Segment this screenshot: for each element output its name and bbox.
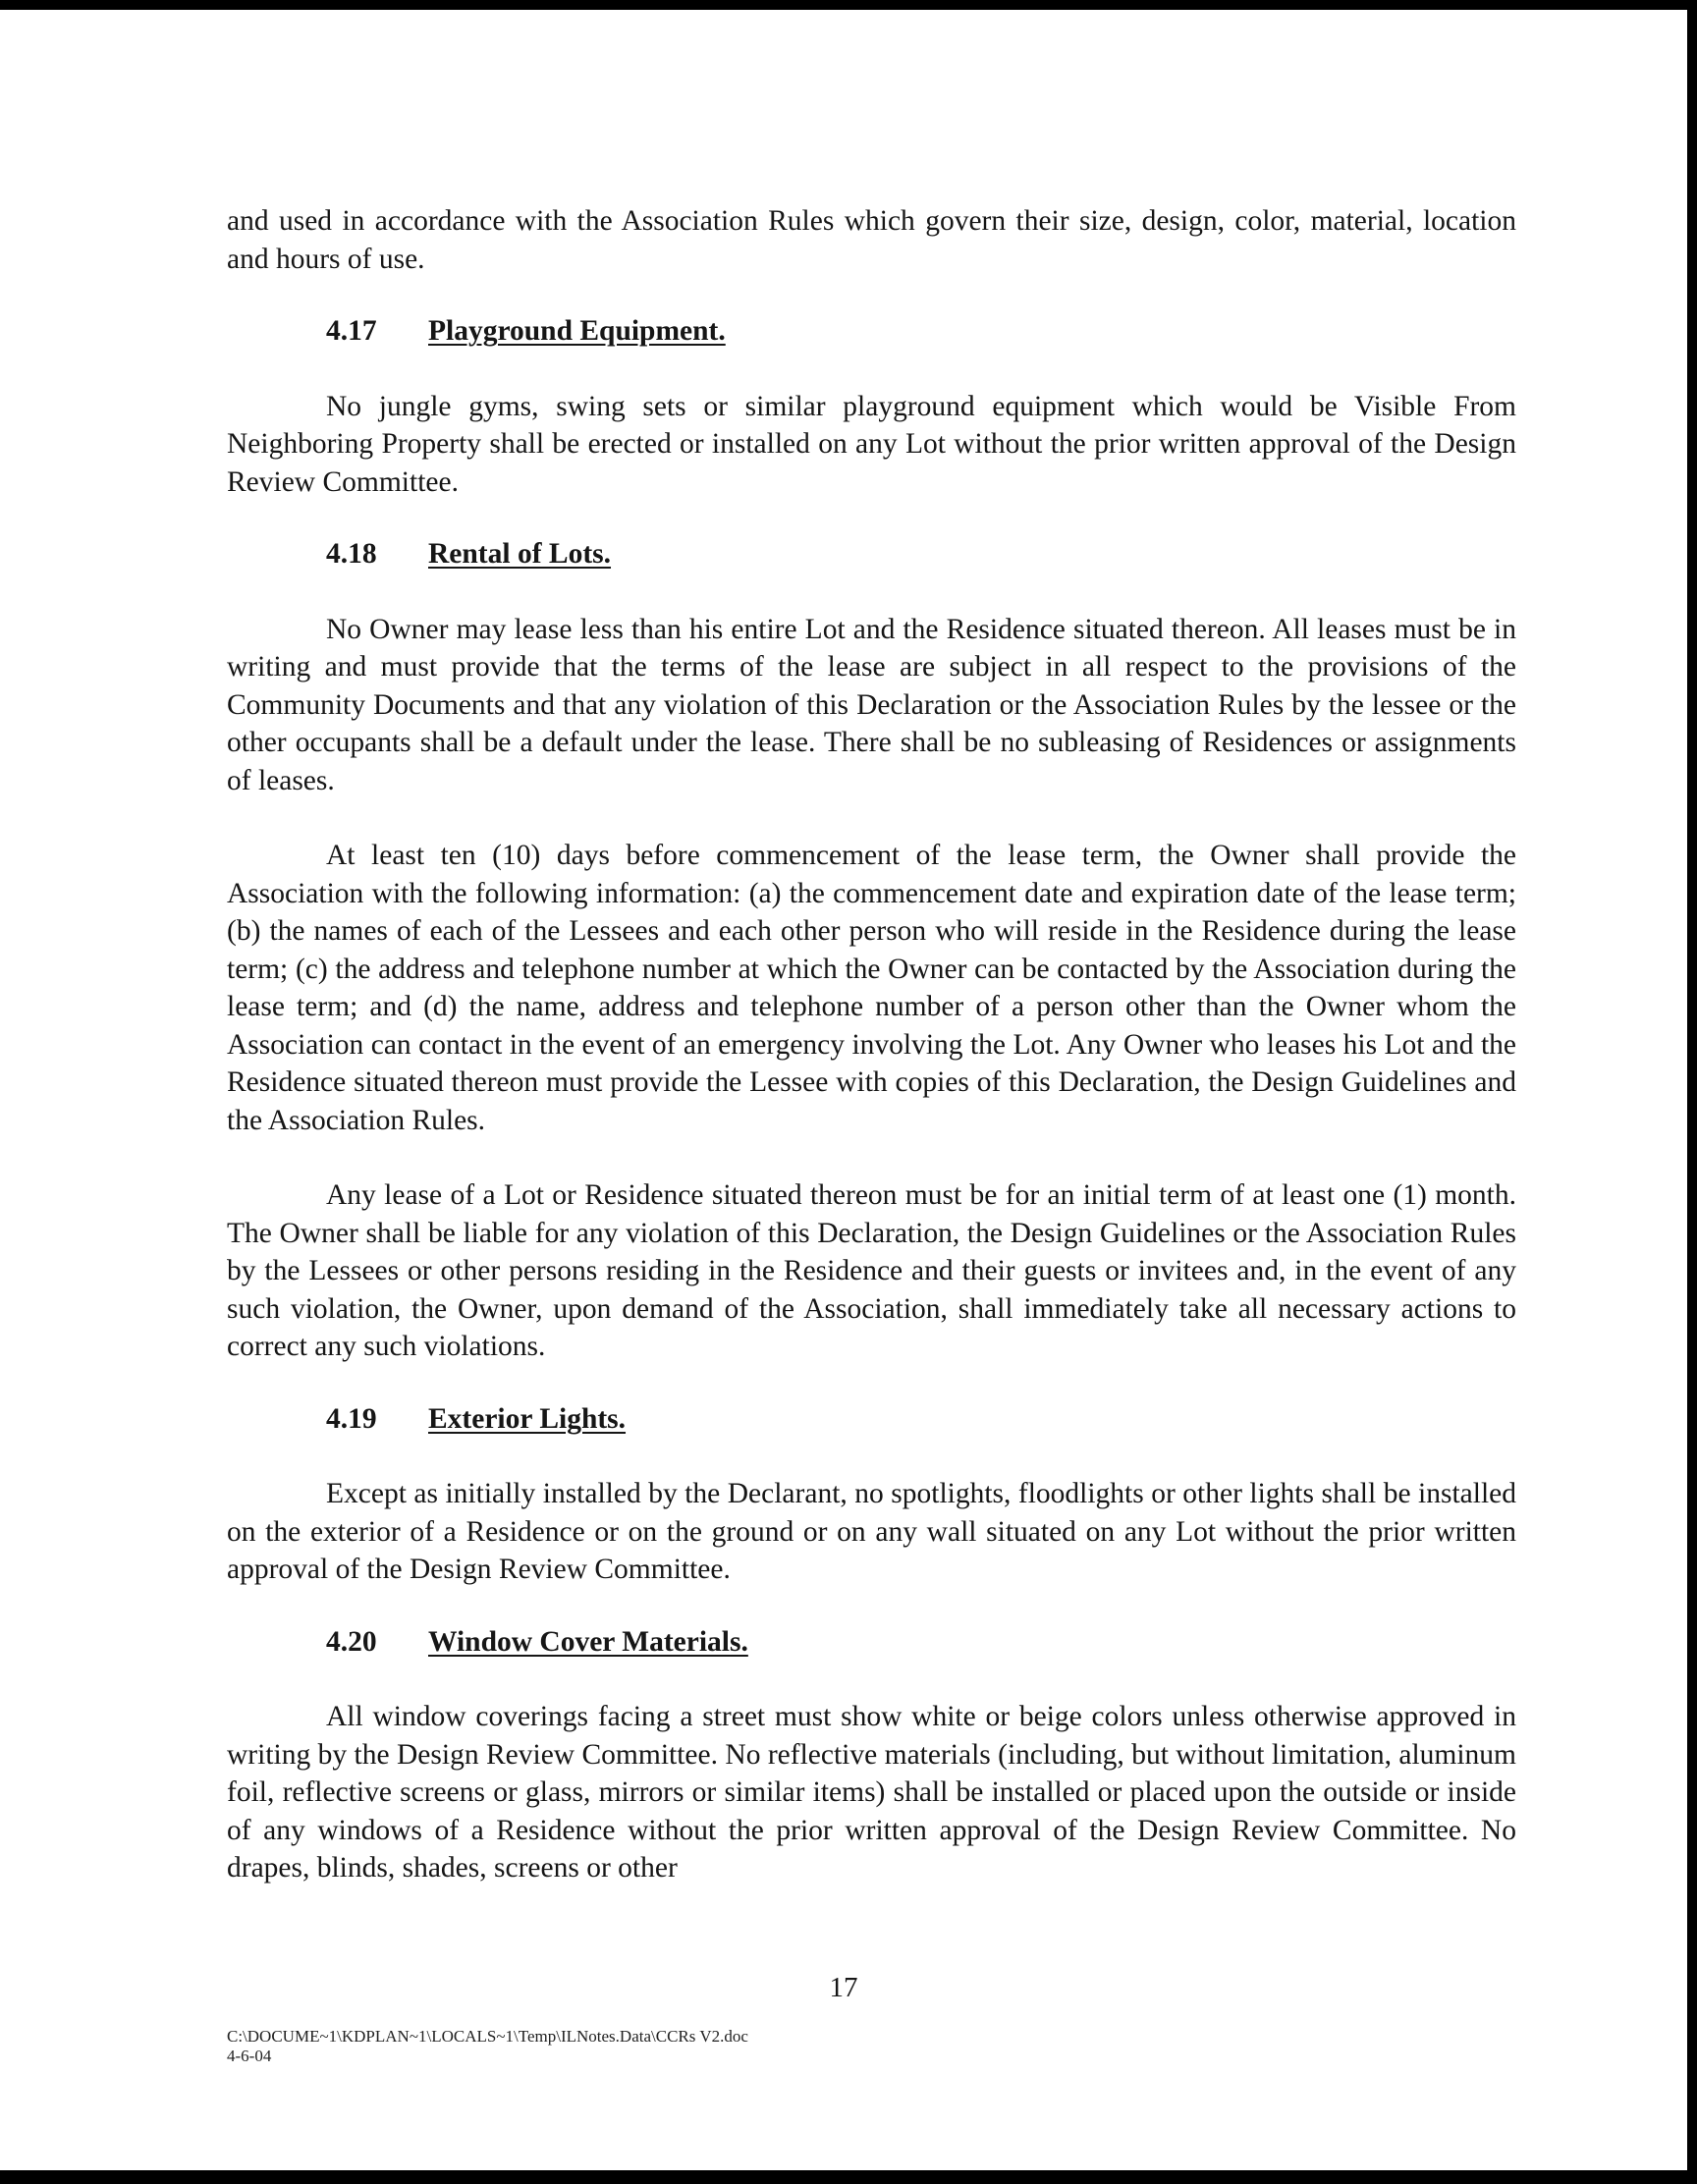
section-heading-4-17 <box>227 312 1516 351</box>
section-title: Exterior Lights. <box>428 1402 627 1435</box>
section-heading-4-18 <box>227 535 1516 573</box>
paragraph-playground-equipment: No jungle gyms, swing sets or similar playground equipment which would be Visible From Neighboring Property shall be erected or installed on any Lot without the prior written approval of the Design Review Committee. <box>227 390 1516 498</box>
paragraph-window-cover-materials: All window coverings facing a street must show white or beige colors unless otherwise approved in writing by the Design Review Committee. No reflective materials (including, but without limitation, aluminum foil, reflective screens or glass, mirrors or similar items) shall be installed or placed upon the outside or inside of any windows of a Residence without the prior written approval of the Design Review Committee. No drapes, blinds, shades, screens or other <box>227 1701 1516 1884</box>
section-number: 4.20 <box>326 1625 377 1658</box>
section-number: 4.18 <box>326 538 377 570</box>
section-number: 4.17 <box>326 315 377 347</box>
section-title: Window Cover Materials. <box>428 1625 748 1658</box>
section-heading-4-19 <box>227 1400 1516 1439</box>
scan-edge-right <box>1687 0 1697 2184</box>
document-body <box>227 202 1516 1887</box>
section-number: 4.19 <box>326 1402 377 1435</box>
scan-edge-bottom <box>0 2170 1697 2184</box>
scan-edge-top <box>0 0 1697 10</box>
section-title: Rental of Lots. <box>428 538 612 570</box>
paragraph-continuation: and used in accordance with the Association Rules which govern their size, design, color, material, location and hours of use. <box>227 205 1516 275</box>
footer-date: 4-6-04 <box>227 2047 272 2065</box>
document-page <box>0 10 1687 2170</box>
paragraph-rental-lease-requirements: No Owner may lease less than his entire Lot and the Residence situated thereon. All leases must be in writing and must provide that the terms of the lease are subject in all respect to the provisions of the Community Documents and that any violation of this Declaration or the Association Rules by the lessee or the other occupants shall be a default under the lease. There shall be no subleasing of Residences or assignments of leases. <box>227 613 1516 796</box>
document-footer <box>227 2027 748 2066</box>
paragraph-exterior-lights: Except as initially installed by the Declarant, no spotlights, floodlights or other lights shall be installed on the exterior of a Residence or on the ground or on any wall situated on any Lot without the prior written approval of the Design Review Committee. <box>227 1478 1516 1585</box>
paragraph-rental-lease-term: Any lease of a Lot or Residence situated thereon must be for an initial term of at least one (1) month. The Owner shall be liable for any violation of this Declaration, the Design Guidelines or the Association Rules by the Lessees or other persons residing in the Residence and their guests or invitees and, in the event of any such violation, the Owner, upon demand of the Association, shall immediately take all necessary actions to correct any such violations. <box>227 1179 1516 1362</box>
section-title: Playground Equipment. <box>428 315 726 347</box>
paragraph-rental-lease-information: At least ten (10) days before commencement of the lease term, the Owner shall provide the Association with the following information: (a) the commencement date and expiration date of the lease term; (b) the names of each of the Lessees and each other person who will reside in the Residence during the lease term; (c) the address and telephone number at which the Owner can be contacted by the Association during the lease term; and (d) the name, address and telephone number of a person other than the Owner whom the Association can contact in the event of an emergency involving the Lot. Any Owner who leases his Lot and the Residence situated thereon must provide the Lessee with copies of this Declaration, the Design Guidelines and the Association Rules. <box>227 840 1516 1136</box>
footer-file-path: C:\DOCUME~1\KDPLAN~1\LOCALS~1\Temp\ILNotes.Data\CCRs V2.doc <box>227 2027 748 2046</box>
page-number: 17 <box>829 1972 858 2003</box>
section-heading-4-20 <box>227 1623 1516 1662</box>
